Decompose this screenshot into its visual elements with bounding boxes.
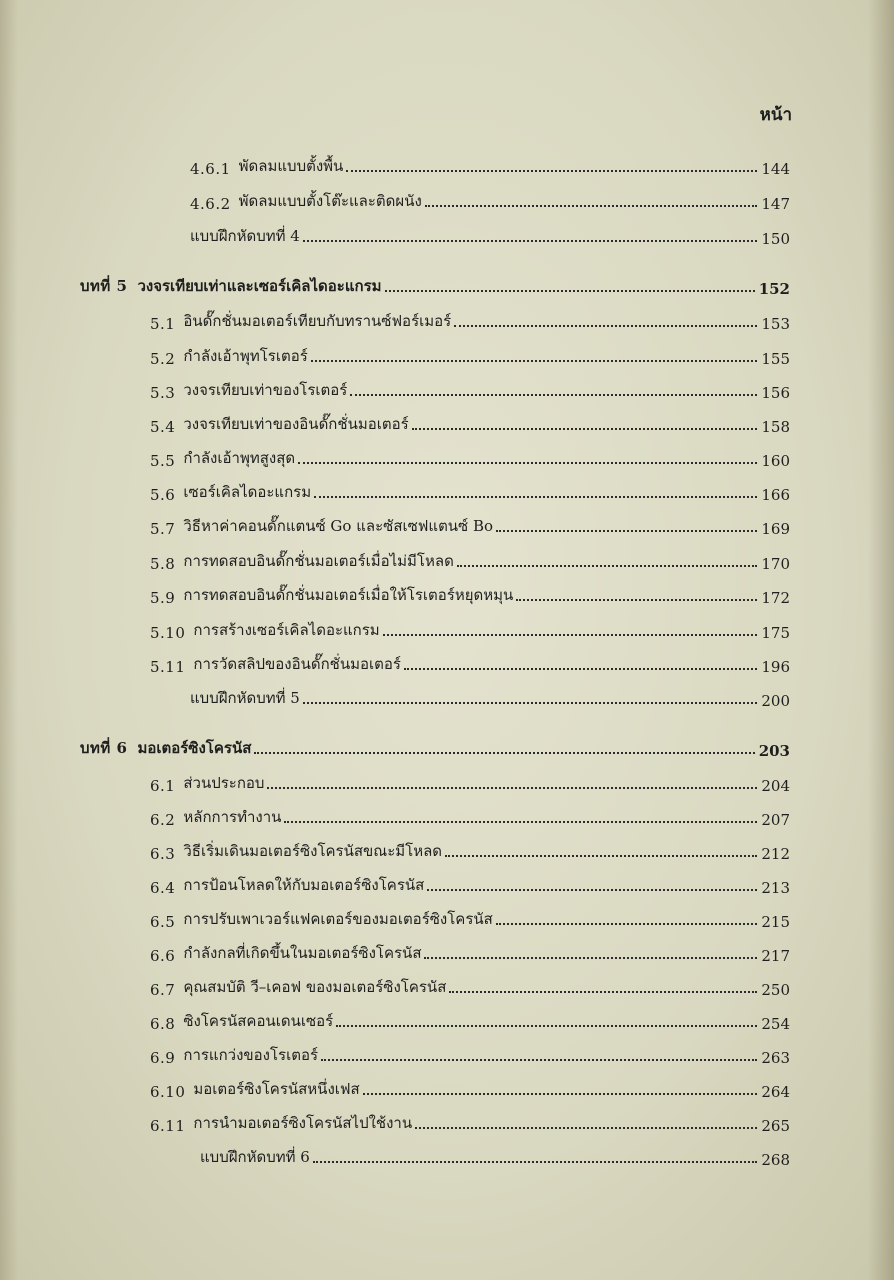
- entry-number: 5.6: [150, 486, 176, 504]
- dot-leader: [496, 922, 758, 925]
- entry-number: 6.8: [150, 1015, 176, 1033]
- entry-number: 6.9: [150, 1049, 176, 1067]
- entry-page: 217: [761, 947, 790, 965]
- entry-page: 250: [761, 981, 790, 999]
- entry-page: 169: [761, 520, 790, 538]
- entry-title: เซอร์เคิลไดอะแกรม: [183, 483, 312, 501]
- entry-page: 268: [761, 1151, 790, 1169]
- entry-page: 147: [761, 195, 790, 213]
- toc-entry-4-6-1: [190, 150, 790, 178]
- dot-leader: [298, 461, 757, 464]
- entry-title: แบบฝึกหัดบทที่ 5: [190, 689, 300, 707]
- dot-leader: [404, 667, 757, 670]
- entry-page: 172: [761, 589, 790, 607]
- entry-page: 264: [761, 1083, 790, 1101]
- entry-number: 6.11: [150, 1117, 186, 1135]
- dot-leader: [350, 393, 757, 396]
- toc-entry-6-6: [150, 937, 790, 965]
- dot-leader: [383, 633, 758, 636]
- dot-leader: [412, 427, 758, 430]
- chapter-page: 152: [758, 280, 790, 298]
- dot-leader: [424, 956, 757, 959]
- entry-page: 153: [761, 315, 790, 333]
- dot-leader: [314, 495, 757, 498]
- toc-entry-exercise-6: [200, 1141, 790, 1169]
- chapter-title: วงจรเทียบเท่าและเซอร์เคิลไดอะแกรม: [137, 277, 382, 295]
- entry-page: 265: [761, 1117, 790, 1135]
- dot-leader: [336, 1024, 757, 1027]
- entry-title: การสร้างเซอร์เคิลไดอะแกรม: [193, 621, 380, 639]
- entry-page: 196: [761, 658, 790, 676]
- entry-page: 213: [761, 879, 790, 897]
- dot-leader: [284, 820, 757, 823]
- toc-entry-6-8: [150, 1005, 790, 1033]
- dot-leader: [363, 1092, 758, 1095]
- entry-page: 207: [761, 811, 790, 829]
- entry-page: 144: [761, 160, 790, 178]
- entry-page: 254: [761, 1015, 790, 1033]
- entry-page: 166: [761, 486, 790, 504]
- entry-number: 5.7: [150, 520, 176, 538]
- dot-leader: [415, 1126, 757, 1129]
- entry-number: 5.11: [150, 658, 186, 676]
- toc-entry-6-2: [150, 801, 790, 829]
- entry-title: แบบฝึกหัดบทที่ 4: [190, 227, 300, 245]
- chapter-title: มอเตอร์ซิงโครนัส: [137, 739, 252, 757]
- entry-title: การนำมอเตอร์ซิงโครนัสไปใช้งาน: [193, 1114, 413, 1132]
- chapter-page: 203: [758, 742, 790, 760]
- toc-entry-5-8: [150, 545, 790, 573]
- entry-title: พัดลมแบบตั้งพื้น: [238, 157, 344, 175]
- entry-number: 5.5: [150, 452, 176, 470]
- toc-entry-6-10: [150, 1073, 790, 1101]
- entry-page: 156: [761, 384, 790, 402]
- dot-leader: [427, 888, 757, 891]
- entry-number: 6.7: [150, 981, 176, 999]
- toc-entry-5-2: [150, 340, 790, 368]
- entry-title: คุณสมบัติ วี–เคอฟ ของมอเตอร์ซิงโครนัส: [183, 978, 447, 996]
- toc-entry-5-9: [150, 579, 790, 607]
- toc-chapter-6: [80, 732, 790, 760]
- entry-title: ส่วนประกอบ: [183, 774, 265, 792]
- entry-number: 6.3: [150, 845, 176, 863]
- entry-number: 5.4: [150, 418, 176, 436]
- toc-entry-exercise-4: [190, 220, 790, 248]
- toc-entry-exercise-5: [190, 682, 790, 710]
- dot-leader: [457, 564, 758, 567]
- entry-title: กำลังเอ้าพุทสูงสุด: [183, 449, 296, 467]
- dot-leader: [311, 359, 758, 362]
- entry-number: 5.1: [150, 315, 176, 333]
- toc-entry-6-4: [150, 869, 790, 897]
- entry-number: 6.10: [150, 1083, 186, 1101]
- toc-entry-5-5: [150, 442, 790, 470]
- page-left-shadow: [0, 0, 18, 1280]
- toc-entry-5-11: [150, 648, 790, 676]
- entry-number: 5.2: [150, 350, 176, 368]
- entry-page: 170: [761, 555, 790, 573]
- entry-number: 6.1: [150, 777, 176, 795]
- entry-title: การวัดสลิปของอินดั๊กชั่นมอเตอร์: [193, 655, 401, 673]
- toc-entry-5-6: [150, 476, 790, 504]
- toc-entry-6-1: [150, 767, 790, 795]
- entry-number: 6.2: [150, 811, 176, 829]
- toc-entry-5-1: [150, 305, 790, 333]
- entry-page: 204: [761, 777, 790, 795]
- toc-chapter-5: [80, 270, 790, 298]
- dot-leader: [516, 598, 757, 601]
- toc-entry-5-7: [150, 510, 790, 538]
- dot-leader: [445, 854, 757, 857]
- entry-page: 215: [761, 913, 790, 931]
- entry-number: 5.9: [150, 589, 176, 607]
- dot-leader: [454, 324, 757, 327]
- dot-leader: [303, 239, 758, 242]
- entry-title: การทดสอบอินดั๊กชั่นมอเตอร์เมื่อให้โรเตอร์หยุดหมุน: [183, 586, 514, 604]
- entry-title: พัดลมแบบตั้งโต๊ะและติดผนัง: [238, 192, 422, 210]
- entry-title: ซิงโครนัสคอนเดนเซอร์: [183, 1012, 334, 1030]
- dot-leader: [321, 1058, 757, 1061]
- entry-title: วิธีหาค่าคอนดั๊กแตนซ์ Go และซัสเซฟแตนซ์ Bo: [183, 517, 494, 535]
- toc-entry-6-9: [150, 1039, 790, 1067]
- toc-entry-6-5: [150, 903, 790, 931]
- entry-title: อินดั๊กชั่นมอเตอร์เทียบกับทรานซ์ฟอร์เมอร์: [183, 312, 452, 330]
- dot-leader: [425, 204, 758, 207]
- toc-entry-5-3: [150, 374, 790, 402]
- toc-entry-6-7: [150, 971, 790, 999]
- entry-page: 150: [761, 230, 790, 248]
- entry-page: 200: [761, 692, 790, 710]
- toc-entry-6-11: [150, 1107, 790, 1135]
- dot-leader: [449, 990, 757, 993]
- entry-title: หลักการทำงาน: [183, 808, 282, 826]
- entry-title: แบบฝึกหัดบทที่ 6: [200, 1148, 310, 1166]
- entry-title: การทดสอบอินดั๊กชั่นมอเตอร์เมื่อไม่มีโหลด: [183, 552, 454, 570]
- chapter-number: บทที่ 6: [80, 739, 128, 757]
- entry-number: 6.6: [150, 947, 176, 965]
- entry-number: 5.3: [150, 384, 176, 402]
- toc-entry-6-3: [150, 835, 790, 863]
- entry-page: 155: [761, 350, 790, 368]
- entry-page: 212: [761, 845, 790, 863]
- toc-entry-5-4: [150, 408, 790, 436]
- entry-number: 6.4: [150, 879, 176, 897]
- entry-title: วงจรเทียบเท่าของอินดั๊กชั่นมอเตอร์: [183, 415, 409, 433]
- dot-leader: [313, 1160, 758, 1163]
- dot-leader: [254, 751, 754, 754]
- dot-leader: [267, 786, 757, 789]
- entry-title: กำลังเอ้าพุทโรเตอร์: [183, 347, 308, 365]
- toc-entry-5-10: [150, 614, 790, 642]
- dot-leader: [496, 529, 757, 532]
- entry-title: การปรับเพาเวอร์แฟคเตอร์ของมอเตอร์ซิงโครนัส: [183, 910, 493, 928]
- dot-leader: [346, 169, 757, 172]
- entry-title: การแกว่งของโรเตอร์: [183, 1046, 319, 1064]
- entry-title: มอเตอร์ซิงโครนัสหนึ่งเฟส: [193, 1080, 360, 1098]
- entry-number: 5.10: [150, 624, 186, 642]
- dot-leader: [385, 289, 755, 292]
- entry-number: 4.6.2: [190, 195, 231, 213]
- page-column-header: หน้า: [759, 105, 792, 125]
- page-right-shadow: [868, 0, 894, 1280]
- dot-leader: [303, 701, 758, 704]
- entry-number: 5.8: [150, 555, 176, 573]
- chapter-number: บทที่ 5: [80, 277, 128, 295]
- entry-number: 4.6.1: [190, 160, 231, 178]
- toc-entry-4-6-2: [190, 185, 790, 213]
- entry-page: 158: [761, 418, 790, 436]
- entry-title: กำลังกลที่เกิดขึ้นในมอเตอร์ซิงโครนัส: [183, 944, 422, 962]
- entry-number: 6.5: [150, 913, 176, 931]
- entry-page: 160: [761, 452, 790, 470]
- entry-title: วิธีเริ่มเดินมอเตอร์ซิงโครนัสขณะมีโหลด: [183, 842, 443, 860]
- entry-page: 263: [761, 1049, 790, 1067]
- entry-page: 175: [761, 624, 790, 642]
- entry-title: การป้อนโหลดให้กับมอเตอร์ซิงโครนัส: [183, 876, 425, 894]
- entry-title: วงจรเทียบเท่าของโรเตอร์: [183, 381, 348, 399]
